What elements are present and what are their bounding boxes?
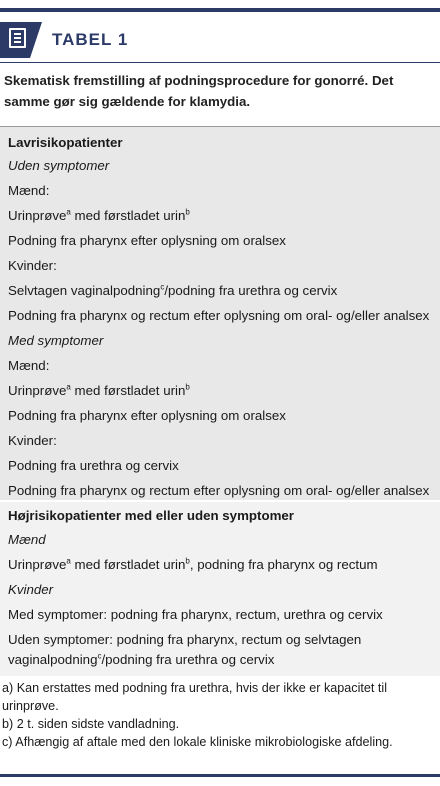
women-label: Kvinder: [8,433,57,448]
men-label: Mænd [8,532,46,547]
footnote-c: c) Afhængig af aftale med den lokale kliniske mikrobiologiske afdeling. [2,735,393,749]
table-caption: Skematisk fremstilling af podningsprocedure for gonorré. Det samme gør sig gældende for klamydia. [4,73,394,109]
list-item: Urinprøve$^a$ med førstladet urin$^b$, podning fra pharynx og rectum [8,556,378,572]
bottom-rule [0,774,440,777]
list-item: Urinprøve$^a$ med førstladet urin$^b$ [8,382,190,398]
list-item: Podning fra urethra og cervix [8,458,179,473]
table-label: TABEL 1 [52,30,129,49]
header-rule [0,62,440,63]
header-badge [0,22,30,58]
no-symptoms-label: Uden symptomer [8,158,110,173]
men-label: Mænd: [8,183,50,198]
men-label: Mænd: [8,358,50,373]
women-label: Kvinder [8,582,54,597]
list-item: Podning fra pharynx efter oplysning om oralsex [8,233,286,248]
footnotes [2,679,434,751]
low-risk-title: Lavrisikopatienter [8,135,123,150]
list-item: Selvtagen vaginalpodning$^c$/podning fra urethra og cervix [8,282,338,298]
women-label: Kvinder: [8,258,57,273]
list-item: Uden symptomer: podning fra pharynx, rectum og selvtagen vaginalpodning$^c$/podning fra urethra og cervix [8,632,362,667]
high-risk-title: Højrisikopatienter med eller uden symptomer [8,508,294,523]
list-item: Podning fra pharynx efter oplysning om oralsex [8,408,286,423]
top-rule [0,8,440,12]
list-item: Med symptomer: podning fra pharynx, rectum, urethra og cervix [8,607,383,622]
footnote-b: b) 2 t. siden sidste vandladning. [2,717,180,731]
table-header [0,22,440,62]
section-top-rule [0,126,440,127]
footnote-a: a) Kan erstattes med podning fra urethra, hvis der ikke er kapacitet til urinprøve. [2,681,388,713]
document-icon [9,28,26,48]
list-item: Urinprøve$^a$ med førstladet urin$^b$ [8,207,190,223]
list-item: Podning fra pharynx og rectum efter oplysning om oral- og/eller analsex [8,483,430,498]
list-item: Podning fra pharynx og rectum efter oplysning om oral- og/eller analsex [8,308,430,323]
with-symptoms-label: Med symptomer [8,333,104,348]
